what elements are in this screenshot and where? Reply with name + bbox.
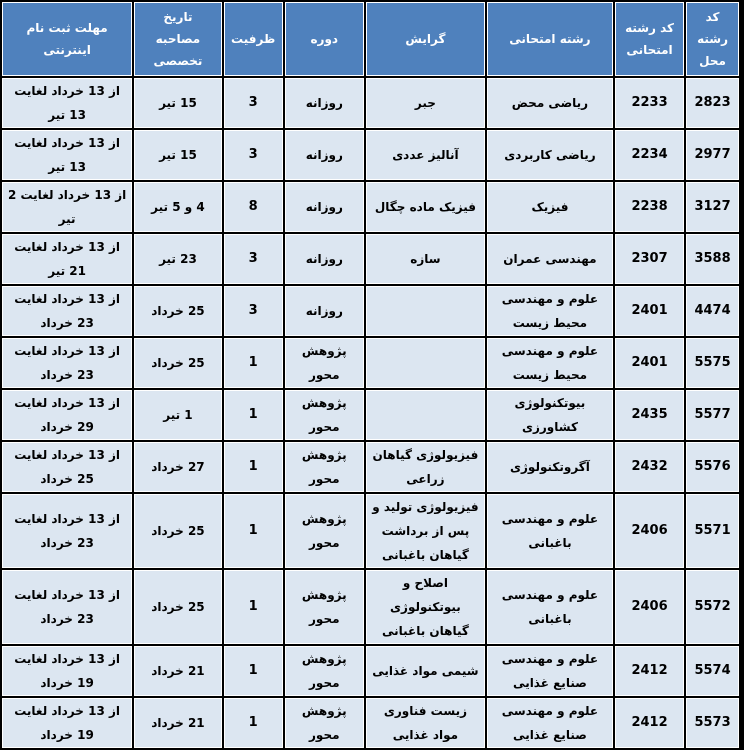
site-code-cell: 3588 [686, 234, 739, 284]
specialization-cell: جبر [366, 78, 485, 128]
header-specialization: گرایش [366, 2, 485, 76]
interview-date-cell: 25 خرداد [134, 570, 221, 644]
exam-code-cell: 2233 [615, 78, 684, 128]
registration-deadline-cell: از 13 خرداد لغایت 13 تیر [2, 130, 132, 180]
capacity-cell: 1 [224, 338, 283, 388]
site-code-cell: 2823 [686, 78, 739, 128]
exam-code-cell: 2432 [615, 442, 684, 492]
table-row [2, 698, 739, 748]
registration-deadline-cell: از 13 خرداد لغایت 19 خرداد [2, 646, 132, 696]
interview-date-cell: 21 خرداد [134, 698, 221, 748]
registration-deadline-cell: از 13 خرداد لغایت 21 تیر [2, 234, 132, 284]
specialization-cell [366, 390, 485, 440]
capacity-cell: 3 [224, 78, 283, 128]
capacity-cell: 3 [224, 234, 283, 284]
field-cell: علوم و مهندسی باغبانی [487, 570, 613, 644]
table-header [2, 2, 739, 76]
site-code-cell: 5572 [686, 570, 739, 644]
field-cell: علوم و مهندسی صنایع غذایی [487, 698, 613, 748]
capacity-cell: 1 [224, 570, 283, 644]
interview-date-cell: 23 تیر [134, 234, 221, 284]
site-code-cell: 5575 [686, 338, 739, 388]
specialization-cell: فیزیولوژی گیاهان زراعی [366, 442, 485, 492]
site-code-cell: 5576 [686, 442, 739, 492]
exam-code-cell: 2412 [615, 646, 684, 696]
capacity-cell: 3 [224, 286, 283, 336]
capacity-cell: 8 [224, 182, 283, 232]
table-row [2, 646, 739, 696]
exam-code-cell: 2234 [615, 130, 684, 180]
program-type-cell: روزانه [285, 78, 364, 128]
specialization-cell: سازه [366, 234, 485, 284]
header-row [2, 2, 739, 76]
capacity-cell: 1 [224, 698, 283, 748]
field-cell: ریاضی محض [487, 78, 613, 128]
registration-deadline-cell: از 13 خرداد لغایت 23 خرداد [2, 286, 132, 336]
specialization-cell: زیست فناوری مواد غذایی [366, 698, 485, 748]
capacity-cell: 3 [224, 130, 283, 180]
exam-code-cell: 2406 [615, 494, 684, 568]
site-code-cell: 3127 [686, 182, 739, 232]
table-row [2, 390, 739, 440]
site-code-cell: 2977 [686, 130, 739, 180]
table-row [2, 130, 739, 180]
program-type-cell: روزانه [285, 182, 364, 232]
registration-deadline-cell: از 13 خرداد لغایت 2 تیر [2, 182, 132, 232]
capacity-cell: 1 [224, 442, 283, 492]
program-type-cell: پژوهش محور [285, 494, 364, 568]
program-type-cell: پژوهش محور [285, 698, 364, 748]
interview-date-cell: 25 خرداد [134, 494, 221, 568]
specialization-cell: فیزیک ماده چگال [366, 182, 485, 232]
table-row [2, 234, 739, 284]
specialization-cell: اصلاح و بیوتکنولوژی گیاهان باغبانی [366, 570, 485, 644]
interview-date-cell: 4 و 5 تیر [134, 182, 221, 232]
header-field: رشته امتحانی [487, 2, 613, 76]
site-code-cell: 4474 [686, 286, 739, 336]
header-site-code: کد رشته محل [686, 2, 739, 76]
registration-deadline-cell: از 13 خرداد لغایت 29 خرداد [2, 390, 132, 440]
registration-deadline-cell: از 13 خرداد لغایت 23 خرداد [2, 570, 132, 644]
field-cell: ریاضی کاربردی [487, 130, 613, 180]
specialization-cell [366, 338, 485, 388]
header-program-type: دوره [285, 2, 364, 76]
registration-deadline-cell: از 13 خرداد لغایت 13 تیر [2, 78, 132, 128]
field-cell: بیوتکنولوژی کشاورزی [487, 390, 613, 440]
site-code-cell: 5574 [686, 646, 739, 696]
header-exam-code: کد رشته امتحانی [615, 2, 684, 76]
registration-deadline-cell: از 13 خرداد لغایت 23 خرداد [2, 494, 132, 568]
specialization-cell [366, 286, 485, 336]
exam-code-cell: 2435 [615, 390, 684, 440]
header-capacity: ظرفیت [224, 2, 283, 76]
specialization-cell: شیمی مواد غذایی [366, 646, 485, 696]
site-code-cell: 5573 [686, 698, 739, 748]
table-row [2, 182, 739, 232]
program-type-cell: پژوهش محور [285, 390, 364, 440]
table-row [2, 286, 739, 336]
field-cell: علوم و مهندسی باغبانی [487, 494, 613, 568]
table-row [2, 338, 739, 388]
site-code-cell: 5571 [686, 494, 739, 568]
registration-deadline-cell: از 13 خرداد لغایت 25 خرداد [2, 442, 132, 492]
table-row [2, 494, 739, 568]
program-type-cell: روزانه [285, 130, 364, 180]
program-type-cell: پژوهش محور [285, 442, 364, 492]
registration-deadline-cell: از 13 خرداد لغایت 23 خرداد [2, 338, 132, 388]
program-type-cell: پژوهش محور [285, 338, 364, 388]
table-row [2, 442, 739, 492]
table-body [2, 78, 739, 748]
field-cell: مهندسی عمران [487, 234, 613, 284]
exam-code-cell: 2412 [615, 698, 684, 748]
interview-date-cell: 15 تیر [134, 130, 221, 180]
header-registration-deadline: مهلت ثبت نام اینترنتی [2, 2, 132, 76]
header-interview-date: تاریخ مصاحبه تخصصی [134, 2, 221, 76]
interview-date-cell: 21 خرداد [134, 646, 221, 696]
capacity-cell: 1 [224, 646, 283, 696]
program-type-cell: پژوهش محور [285, 646, 364, 696]
program-type-cell: روزانه [285, 286, 364, 336]
interview-date-cell: 25 خرداد [134, 286, 221, 336]
interview-date-cell: 27 خرداد [134, 442, 221, 492]
field-cell: آگروتکنولوژی [487, 442, 613, 492]
interview-date-cell: 15 تیر [134, 78, 221, 128]
specialization-cell: فیزیولوژی تولید و پس از برداشت گیاهان باغبانی [366, 494, 485, 568]
field-cell: علوم و مهندسی محیط زیست [487, 338, 613, 388]
table-row [2, 78, 739, 128]
field-cell: علوم و مهندسی محیط زیست [487, 286, 613, 336]
specialization-cell: آنالیز عددی [366, 130, 485, 180]
interview-date-cell: 25 خرداد [134, 338, 221, 388]
site-code-cell: 5577 [686, 390, 739, 440]
field-cell: علوم و مهندسی صنایع غذایی [487, 646, 613, 696]
exam-code-cell: 2401 [615, 286, 684, 336]
capacity-cell: 1 [224, 390, 283, 440]
exam-code-cell: 2307 [615, 234, 684, 284]
program-type-cell: روزانه [285, 234, 364, 284]
capacity-cell: 1 [224, 494, 283, 568]
table-row [2, 570, 739, 644]
exam-code-cell: 2406 [615, 570, 684, 644]
interview-date-cell: 1 تیر [134, 390, 221, 440]
field-cell: فیزیک [487, 182, 613, 232]
program-type-cell: پژوهش محور [285, 570, 364, 644]
exam-code-cell: 2238 [615, 182, 684, 232]
exam-code-cell: 2401 [615, 338, 684, 388]
registration-deadline-cell: از 13 خرداد لغایت 19 خرداد [2, 698, 132, 748]
